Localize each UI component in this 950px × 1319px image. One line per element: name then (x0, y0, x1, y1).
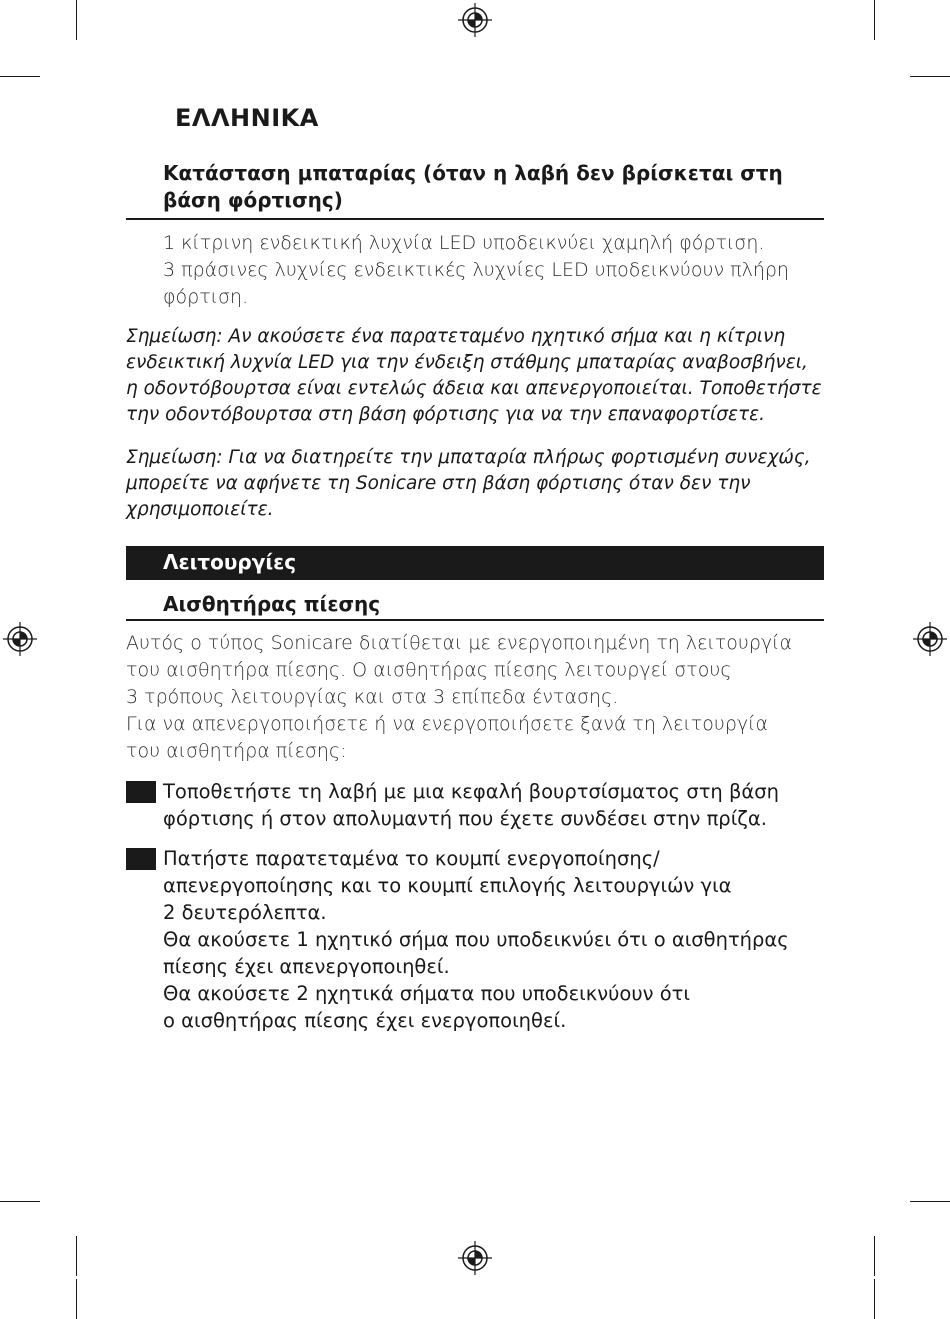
step-1-text (163, 778, 833, 832)
text-line: 3 τρόπους λειτουργίας και στα 3 επίπεδα έντασης. (126, 686, 619, 708)
note-line: χρησιμοποιείτε. (126, 499, 274, 520)
text-line: 1 κίτρινη ενδεικτική λυχνία LED υποδεικνύει χαμηλή φόρτιση. (163, 232, 765, 254)
crop-mark (0, 1201, 40, 1202)
registration-mark-icon (913, 622, 947, 656)
crop-mark (76, 1236, 77, 1276)
note-line: Σημείωση: Για να διατηρείτε την μπαταρία πλήρως φορτισμένη συνεχώς, (126, 447, 811, 468)
registration-mark-icon (3, 622, 37, 656)
registration-mark-icon (458, 3, 492, 37)
language-heading: ΕΛΛΗΝΙΚΑ (175, 104, 319, 132)
heading-line: βάση φόρτισης) (163, 188, 343, 212)
crop-mark (874, 1236, 875, 1276)
battery-status-heading (163, 160, 813, 214)
text-line: 3 πράσινες λυχνίες ενδεικτικές λυχνίες LED υποδεικνύουν πλήρη (163, 259, 789, 281)
step-line: φόρτισης ή στον απολυμαντή που έχετε συνδέσει στην πρίζα. (163, 807, 767, 830)
features-heading: Λειτουργίες (163, 550, 297, 574)
step-marker (126, 781, 156, 803)
text-line: Αυτός ο τύπος Sonicare διατίθεται με ενεργοποιημένη τη λειτουργία (126, 632, 793, 654)
step-marker (126, 848, 156, 870)
step-line: Πατήστε παρατεταμένα το κουμπί ενεργοποίησης/ (163, 847, 660, 870)
crop-mark (874, 1279, 875, 1319)
crop-mark (0, 76, 40, 77)
note-line: την οδοντόβουρτσα στη βάση φόρτισης για να την επαναφορτίσετε. (126, 404, 766, 425)
features-section-band (126, 546, 824, 580)
step-line: Θα ακούσετε 2 ηχητικά σήματα που υποδεικνύουν ότι (163, 982, 690, 1005)
text-line: Για να απενεργοποιήσετε ή να ενεργοποιήσετε ξανά τη λειτουργία (126, 713, 769, 735)
section-rule (126, 619, 824, 621)
step-line: 2 δευτερόλεπτα. (163, 901, 327, 924)
text-line: φόρτιση. (163, 286, 249, 308)
step-2-text (163, 845, 833, 1034)
crop-mark (76, 0, 77, 40)
crop-mark (910, 76, 950, 77)
crop-mark (76, 1279, 77, 1319)
note-keep-charged (126, 445, 826, 523)
note-line: μπορείτε να αφήνετε τη Sonicare στη βάση φόρτισης όταν δεν την (126, 473, 751, 494)
text-line: του αισθητήρα πίεσης. Ο αισθητήρας πίεσης λειτουργεί στους (126, 659, 732, 681)
battery-status-text (163, 230, 789, 311)
heading-line: Κατάσταση μπαταρίας (όταν η λαβή δεν βρίσκεται στη (163, 161, 783, 185)
pressure-sensor-heading: Αισθητήρας πίεσης (163, 592, 381, 616)
section-rule (126, 218, 824, 220)
note-line: Σημείωση: Αν ακούσετε ένα παρατεταμένο ηχητικό σήμα και η κίτρινη (126, 326, 786, 347)
step-line: ο αισθητήρας πίεσης έχει ενεργοποιηθεί. (163, 1009, 567, 1032)
note-line: η οδοντόβουρτσα είναι εντελώς άδεια και απενεργοποιείται. Τοποθετήστε (126, 378, 822, 399)
pressure-sensor-intro (126, 630, 792, 765)
note-empty-battery (126, 324, 826, 428)
crop-mark (910, 1201, 950, 1202)
note-line: ενδεικτική λυχνία LED για την ένδειξη στάθμης μπαταρίας αναβοσβήνει, (126, 352, 808, 373)
registration-mark-icon (458, 1241, 492, 1275)
step-line: Θα ακούσετε 1 ηχητικό σήμα που υποδεικνύει ότι ο αισθητήρας (163, 928, 789, 951)
step-line: απενεργοποίησης και το κουμπί επιλογής λειτουργιών για (163, 874, 732, 897)
text-line: του αισθητήρα πίεσης: (126, 740, 347, 762)
step-line: Τοποθετήστε τη λαβή με μια κεφαλή βουρτσίσματος στη βάση (163, 780, 780, 803)
step-line: πίεσης έχει απενεργοποιηθεί. (163, 955, 450, 978)
crop-mark (874, 0, 875, 40)
